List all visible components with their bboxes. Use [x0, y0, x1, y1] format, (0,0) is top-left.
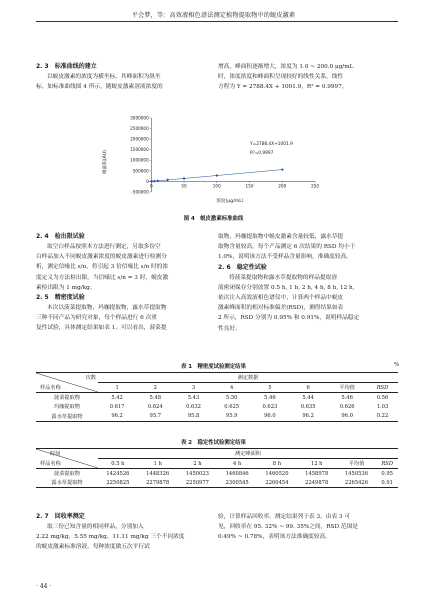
table-cell: 2249878: [305, 479, 329, 486]
paragraph: [218, 273, 399, 334]
table-cell: 5.50: [225, 394, 238, 401]
text-line: 析，测定信噪比 s/n，将引起 3 倍信噪比 s/n 时的浓: [36, 264, 169, 271]
table1-caption: 表 1 精密度试验测定结果: [181, 364, 246, 370]
paragraph: [36, 242, 212, 293]
table-header: RSD: [376, 459, 398, 469]
running-header: 平会梦，等：高效液相色谱法测定植物提取物中的蜕皮激素: [131, 12, 296, 19]
y-axis-label: 峰面积(AU): [103, 150, 108, 174]
text-line: 验，计算样品回收率。测定结果列于表 3，由表 3 可: [218, 514, 351, 520]
table-cell: 2279878: [146, 479, 170, 486]
table-cell: 96.0: [264, 413, 276, 419]
data-point: [151, 180, 154, 183]
data-point: [215, 174, 218, 177]
data-point: [281, 168, 284, 171]
table-cell: 1460846: [225, 470, 249, 477]
table-cell: 1.03: [376, 403, 389, 410]
row-label: 菠菜提取物: [54, 395, 80, 401]
section-heading: 2. 6 稳定性试验: [218, 263, 267, 271]
table-header: 4 h: [217, 459, 257, 469]
table-cell: 2260454: [265, 479, 289, 486]
text-line: 1.0%，说明该方法不受样品含量影响，准确度较高。: [218, 254, 352, 261]
text-line: 2.22 mg/kg、5.55 mg/kg、11.11 mg/kg 三个不同浓度: [36, 534, 185, 541]
table-cell: 1458978: [305, 470, 329, 477]
text-line: 激素峰面积的相对标准偏差(RSD)，测得结果如表: [218, 305, 344, 312]
text-line: 性良好。: [218, 325, 241, 332]
text-line: 三种不同产品为研究对象，每个样品进行 6 次重: [36, 315, 157, 322]
y-tick-label: -500000: [131, 189, 149, 195]
data-point: [183, 177, 186, 180]
table-header: 0.5 h: [98, 459, 138, 469]
table-group-header: 测定峰面积: [98, 449, 398, 459]
table-cell: 5.43: [187, 394, 200, 401]
table-cell: 0.22: [376, 413, 389, 419]
table-header: 8 h: [257, 459, 297, 469]
table-cell: 2300545: [225, 479, 249, 486]
table-cell: 0.623: [262, 403, 278, 410]
fit-r-squared: R²=0.9997: [250, 151, 274, 156]
y-tick-label: 0: [146, 178, 149, 184]
paragraph: [218, 232, 399, 263]
table-cell: 95.8: [187, 413, 200, 419]
table-cell: 0.632: [186, 403, 201, 410]
text-line: 依次注入高效液相色谱仪中，计算两个样品中蜕皮: [218, 295, 344, 302]
text-line: 以蜕皮激素的浓度为横坐标，其峰面积为纵坐: [47, 74, 161, 80]
table-header: 4: [213, 383, 251, 393]
table-header: 2: [136, 383, 174, 393]
table-row: [36, 393, 398, 403]
table-cell: 0.624: [147, 403, 163, 410]
table-cell: 95.9: [225, 413, 238, 419]
x-tick-label: 250: [311, 183, 319, 189]
page-number: · 44 ·: [36, 583, 52, 590]
table-header: 6: [289, 383, 327, 393]
corner-top-label: 时间: [50, 451, 61, 457]
table-cell: 0.95: [381, 470, 393, 477]
table-row: [36, 478, 398, 488]
section-2-3: [36, 62, 212, 92]
section-2-3-cont: [218, 62, 399, 93]
standard-curve-chart: [60, 110, 360, 210]
text-line: 液密闭保存分别放置 0.5 h, 1 h, 2 h, 4 h, 8 h, 12 h,: [218, 284, 355, 291]
table-cell: 2265426: [344, 479, 369, 486]
table-cell: 1424526: [106, 470, 130, 477]
figure-caption: 图 4 蜕皮激素标准曲线: [183, 216, 244, 222]
table1-unit: %: [394, 362, 399, 368]
table-cell: 5.42: [111, 394, 123, 401]
table-cell: 1448326: [146, 470, 170, 477]
y-tick-label: 1000000: [130, 157, 149, 163]
table-1: [36, 372, 398, 422]
y-tick-label: 2000000: [130, 136, 149, 142]
table-cell: 0.617: [109, 403, 125, 410]
paragraph: [36, 522, 212, 553]
table-header: 1 h: [138, 459, 178, 469]
table-cell: 5.44: [302, 394, 314, 401]
table-cell: 2250977: [185, 479, 209, 486]
paragraph: [36, 72, 212, 92]
table-header: RSD: [367, 383, 398, 393]
x-axis-label: 浓度(μg/mL): [216, 199, 244, 204]
y-tick-label: 1500000: [130, 147, 149, 153]
x-tick-label: 0: [149, 183, 153, 189]
table-group-header: 测定数据: [98, 373, 398, 383]
x-tick-label: 100: [212, 183, 221, 189]
table-header: 平均值: [337, 459, 377, 469]
row-label: 露水草提取物: [51, 413, 83, 420]
table-cell: 5.48: [149, 394, 162, 401]
text-line: 取物、玛咖提取物中蜕皮激素含量较低，露水草提: [218, 234, 344, 240]
corner-bottom-label: 样品名称: [40, 385, 61, 391]
x-tick-label: 50: [181, 183, 187, 189]
header-rule: [36, 21, 398, 22]
table-cell: 1450536: [344, 470, 369, 477]
table-cell: 0.625: [224, 403, 240, 410]
section-heading: 2. 7 回收率测定: [36, 513, 85, 520]
table-header: 2 h: [178, 459, 218, 469]
x-tick-label: 150: [245, 183, 254, 189]
data-point: [153, 180, 156, 183]
text-line: 复性试验，具体测定结果如表 1。可以看出，菠菜提: [36, 325, 167, 332]
text-line: 0.49% ~ 0.78%，表明该方法准确度较高。: [218, 534, 331, 541]
section-heading: 2. 4 检出限试验: [36, 233, 85, 240]
section-2-4: [36, 232, 212, 334]
section-right-middle: [218, 232, 399, 334]
table-cell: 0.626: [339, 403, 355, 410]
x-tick-label: 200: [278, 183, 287, 189]
section-heading: 2. 3 标准曲线的建立: [36, 63, 97, 70]
text-line: 2 所示，RSD 分别为 0.95% 和 0.91%，说明样品稳定: [218, 315, 360, 322]
data-point: [156, 179, 159, 182]
table-header: 1: [98, 383, 136, 393]
table-row: [36, 412, 398, 422]
text-line: 增高，峰面积逐渐增大，浓度为 1.0 ~ 200.0 μg/mL: [218, 64, 354, 70]
section-heading: 2. 5 精密度试验: [36, 294, 85, 302]
text-line: 的蜕皮激素标准溶液，每种浓度做五次平行试: [36, 544, 150, 551]
fit-equation: Y=2788.4X+1001.9: [250, 142, 293, 147]
text-line: 见，回收率在 95. 32% ~ 99. 35%之间，RSD 范围是: [218, 524, 358, 531]
table-row: [36, 469, 398, 479]
table-cell: 0.56: [376, 394, 389, 401]
table-cell: 1460520: [265, 470, 289, 477]
row-label: 菠菜提取物: [54, 471, 80, 477]
corner-top-label: 次数: [85, 375, 96, 381]
section-2-7-cont: [218, 512, 399, 543]
text-line: 取物含量较高，每个产品测定 6 次结果的 RSD 均小于: [218, 244, 356, 251]
text-line: 取三份已知含量的相同样品，分别加入: [47, 524, 144, 530]
corner-bottom-label: 样品名称: [40, 461, 61, 467]
text-line: 标。如标准曲线图 4 所示，随蜕皮激素溶液浓度的: [36, 84, 163, 91]
text-line: 素检出限为 1 mg/kg。: [36, 284, 96, 291]
table-cell: 5.46: [264, 394, 276, 401]
text-line: 本次以菠菜提取物，玛咖提取物，露水草提取物: [47, 305, 167, 312]
text-line: 方程为 Y = 2788.4X + 1001.9，R² = 0.9997。: [218, 84, 348, 91]
text-line: 度定义为方法检出限，当信噪比 s/n = 3 时，蜕皮激: [36, 274, 169, 281]
table-corner: [36, 373, 98, 393]
y-tick-label: 500000: [132, 168, 149, 174]
text-line: 白样品加入不同蜕皮激素浓度的蜕皮激素进行检测分: [36, 254, 167, 261]
table-header: 5: [251, 383, 289, 393]
table-cell: 1450023: [185, 470, 209, 477]
table-cell: 96.2: [302, 413, 314, 419]
table-cell: 5.46: [341, 394, 353, 401]
row-label: 露水草提取物: [51, 480, 83, 486]
table-row: [36, 402, 398, 412]
table-2: [36, 448, 398, 488]
text-line: 将菠菜提取物和露水草提取物的样品提取溶: [229, 274, 338, 281]
data-point: [166, 179, 169, 182]
text-line: 取空白样品按照本方法进行测定，另取多份空: [47, 244, 161, 250]
y-tick-label: 2500000: [130, 125, 149, 131]
table-corner: [36, 449, 98, 469]
text-line: 时，浓度浓度和峰面积呈现较好的线性关系，线性: [218, 74, 344, 81]
table-cell: 0.635: [300, 403, 316, 410]
table-cell: 95.7: [149, 413, 162, 419]
table-header: 3: [174, 383, 212, 393]
table-cell: 96.2: [111, 413, 123, 419]
table-cell: 0.91: [381, 479, 393, 486]
table-cell: 2250825: [106, 479, 130, 486]
row-label: 玛咖提取物: [54, 404, 80, 411]
y-tick-label: 3000000: [130, 115, 149, 121]
table-header: 12 h: [297, 459, 337, 469]
table-cell: 96.0: [341, 413, 353, 419]
table-header: 平均值: [327, 383, 367, 393]
section-2-7: [36, 512, 212, 553]
standard-curve-figure: [60, 110, 360, 210]
paragraph: [36, 303, 212, 334]
table2-caption: 表 2 稳定性试验测定结果: [181, 440, 246, 446]
